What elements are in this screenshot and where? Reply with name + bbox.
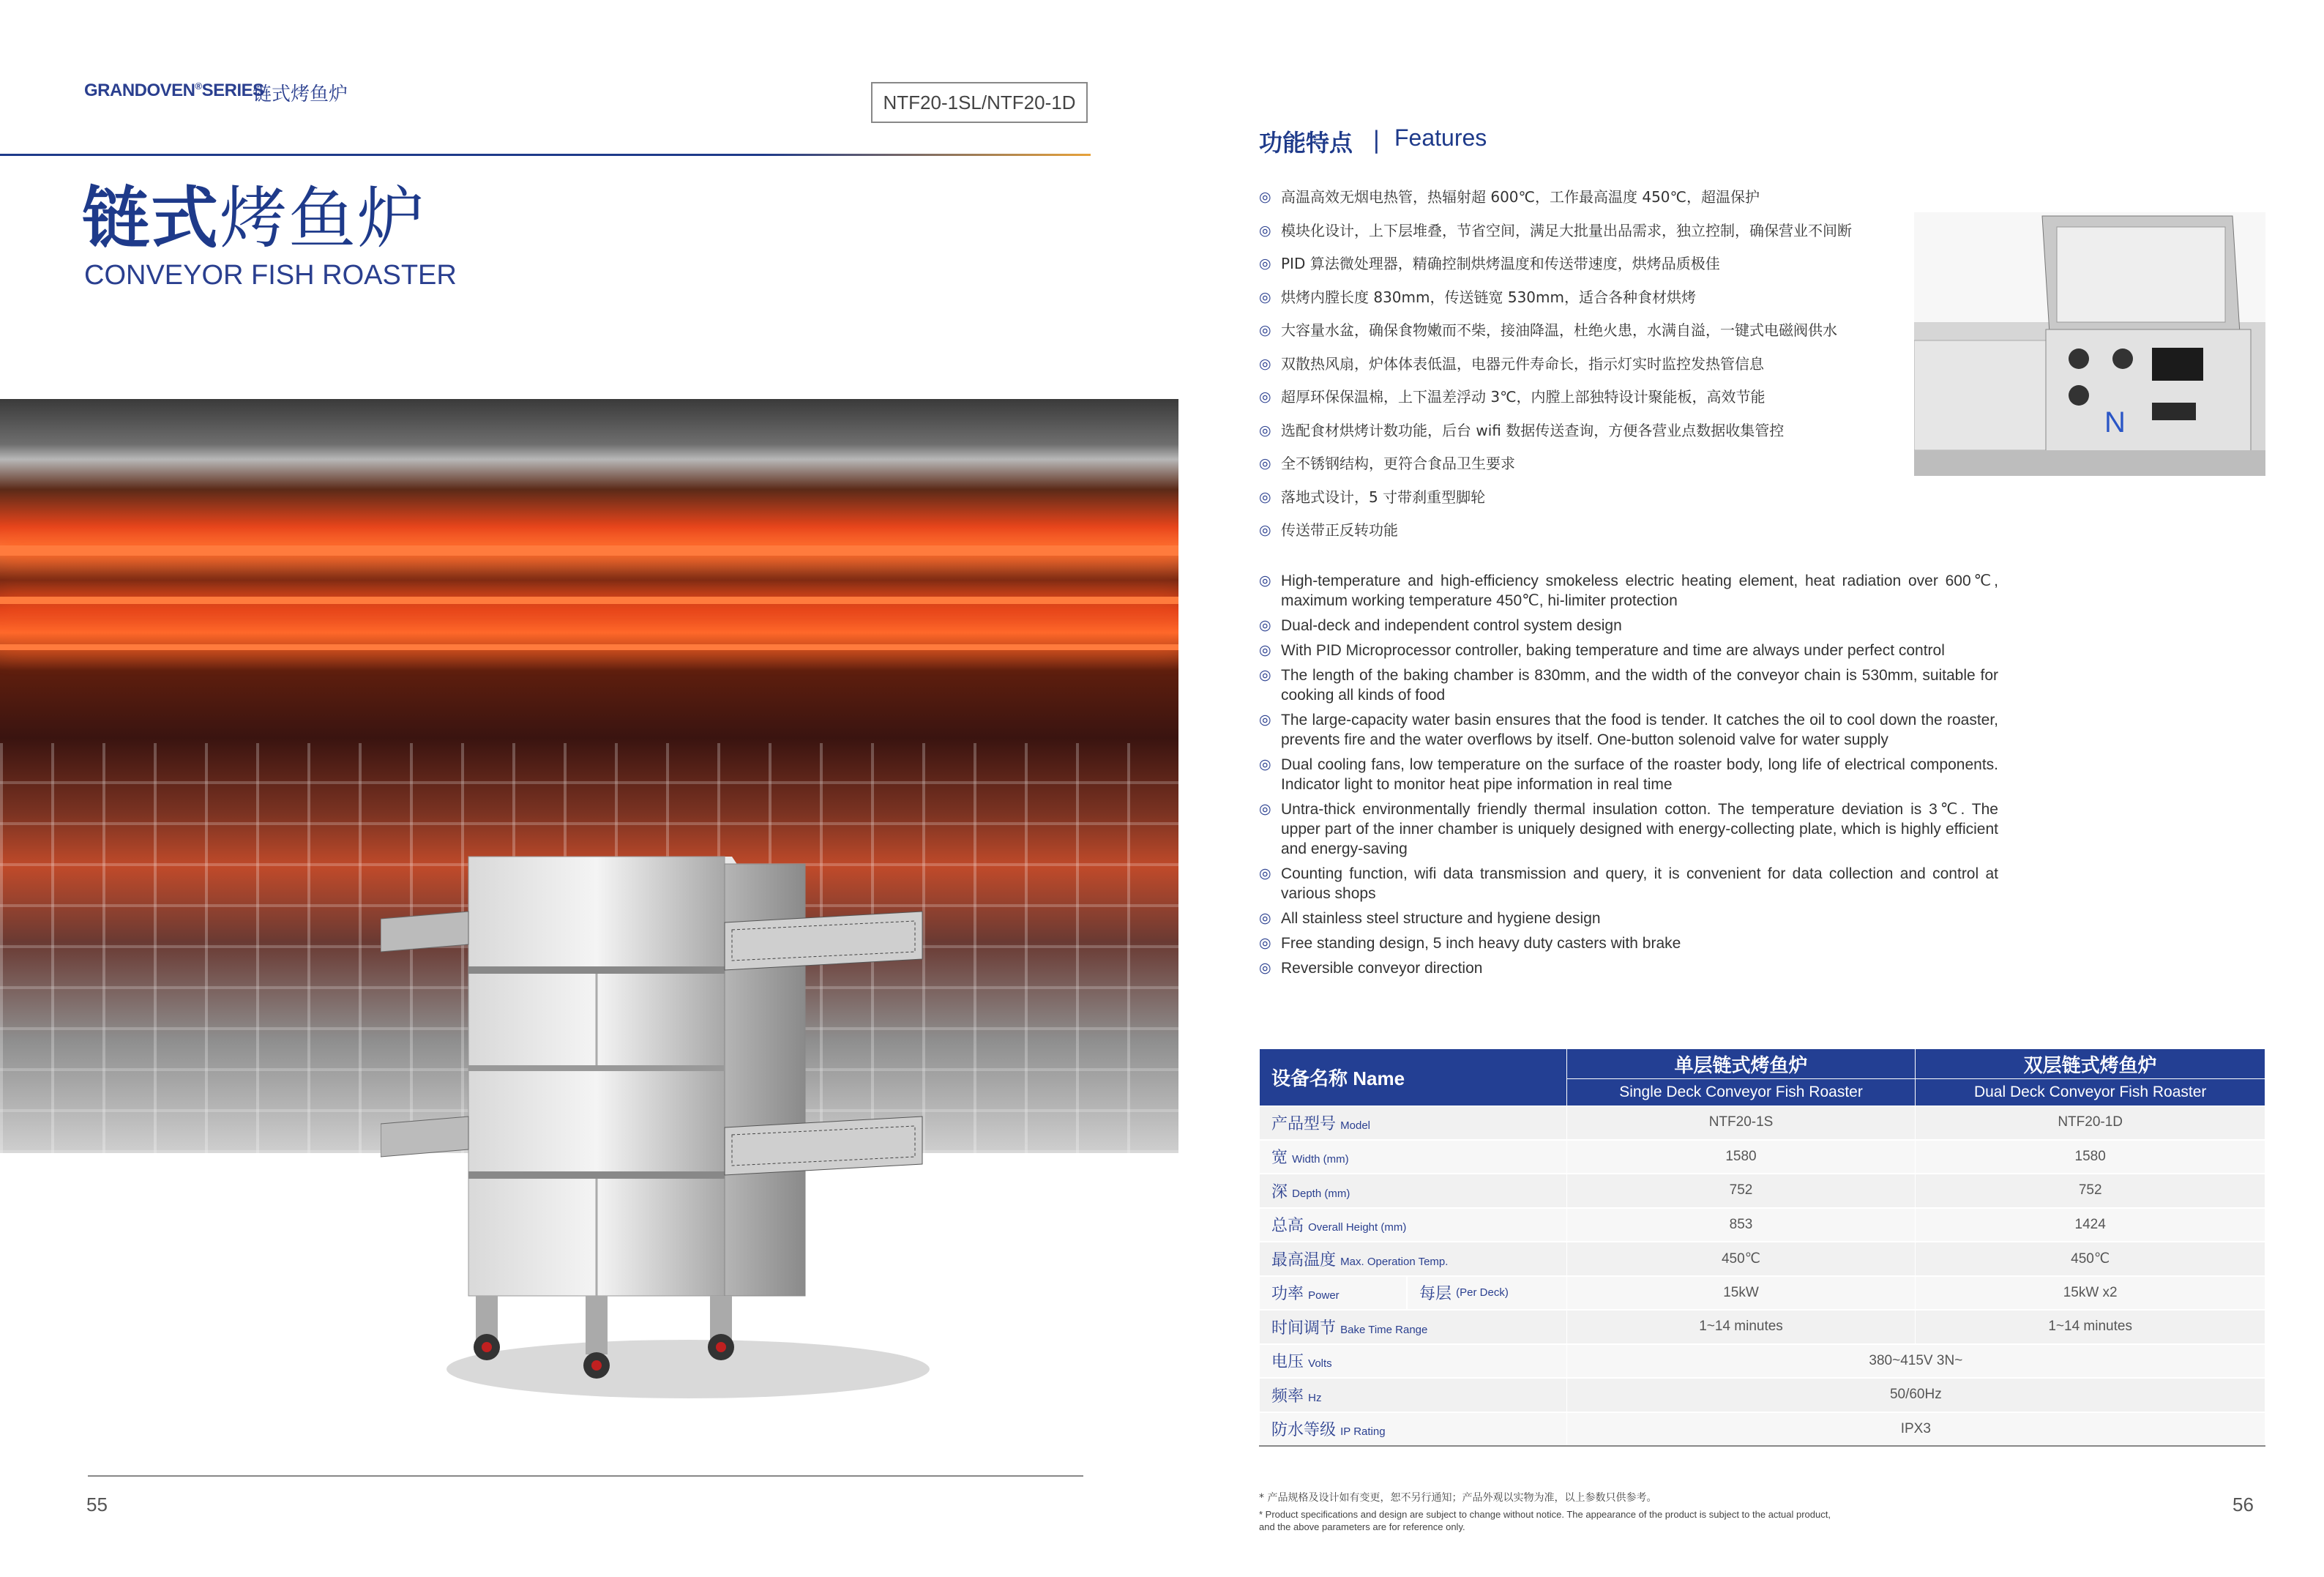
feature-en-text: All stainless steel structure and hygiene design [1281,910,1601,927]
footnote-en: * Product specifications and design are subject to change without notice. The appearance of the product is subject to the actual product, and the above parameters are for reference only. [1259,1509,1831,1532]
bullet-icon: ◎ [1259,288,1271,305]
footer-divider-left [88,1475,1083,1477]
row-value-dual: 1580 [1916,1140,2265,1174]
feature-en-text: Untra-thick environmentally friendly thermal insulation cotton. The temperature deviation is 3℃. The upper part of the inner chamber is uniquely designed with energy-collecting plate, which is highly efficient and energy-saving [1281,801,1998,857]
features-title-en: Features [1394,124,1487,151]
feature-en-text: High-temperature and high-efficiency smokeless electric heating element, heat radiation over 600℃, maximum working temperature 450℃, hi-limiter protection [1281,573,1998,609]
row-label: 深 Depth (mm) [1260,1174,1567,1208]
table-row [1260,1378,2265,1412]
row-label: 电压 Volts [1260,1344,1567,1379]
feature-cn-text: 模块化设计，上下层堆叠，节省空间，满足大批量出品需求，独立控制，确保营业不间断 [1281,221,1852,239]
feature-en-text: Dual cooling fans, low temperature on the surface of the roaster body, long life of electrical components. Indicator light to monitor heat pipe information in real time [1281,756,1998,793]
row-value-single: 1~14 minutes [1566,1310,1916,1344]
row-value-dual: 1~14 minutes [1916,1310,2265,1344]
table-row [1260,1344,2265,1379]
feature-en-item [1259,666,1998,705]
spec-table [1259,1048,2265,1447]
row-label: 宽 Width (mm) [1260,1140,1567,1174]
table-row [1260,1276,2265,1311]
row-label: 时间调节 Bake Time Range [1260,1310,1567,1344]
control-panel-image [1914,212,2265,476]
feature-en-text: The length of the baking chamber is 830mm, and the width of the conveyor chain is 530mm, suitable for cooking all kinds of food [1281,667,1998,704]
feature-en-item [1259,710,1998,750]
spec-header-dual-en: Dual Deck Conveyor Fish Roaster [1916,1079,2265,1106]
feature-en-text: With PID Microprocessor controller, baking temperature and time are always under perfect control [1281,642,1945,659]
feature-en-item [1259,933,1998,953]
row-value-merged: 50/60Hz [1566,1378,2265,1412]
feature-cn-item [1259,181,2035,215]
model-number-box: NTF20-1SL/NTF20-1D [871,82,1088,123]
row-value-dual: 752 [1916,1174,2265,1208]
title-cn-part-a: 链式 [82,179,220,258]
features-list-en [1259,571,1998,983]
brand-series: SERIES [201,81,264,100]
features-title-separator: | [1372,126,1380,154]
table-row [1260,1208,2265,1242]
row-label: 最高温度 Max. Operation Temp. [1260,1242,1567,1276]
bullet-icon: ◎ [1259,712,1271,728]
bullet-icon: ◎ [1259,189,1271,205]
bullet-icon: ◎ [1259,488,1271,505]
feature-en-item [1259,864,1998,903]
bullet-icon: ◎ [1259,522,1271,538]
brand-logo [84,81,264,101]
bullet-icon: ◎ [1259,422,1271,439]
feature-en-item [1259,571,1998,611]
feature-cn-text: 传送带正反转功能 [1281,521,1398,539]
header-divider [0,154,1091,156]
table-row [1260,1412,2265,1447]
row-value-single: 15kW [1566,1276,1916,1311]
feature-cn-text: PID 算法微处理器，精确控制烘烤温度和传送带速度，烘烤品质极佳 [1281,255,1720,272]
table-row [1260,1140,2265,1174]
feature-cn-text: 选配食材烘烤计数功能，后台 wifi 数据传送查询，方便各营业点数据收集管控 [1281,421,1785,439]
bullet-icon: ◎ [1259,936,1271,951]
feature-cn-text: 落地式设计，5 寸带刹重型脚轮 [1281,488,1486,506]
row-value-merged: 380~415V 3N~ [1566,1344,2265,1379]
footnote-cn: * 产品规格及设计如有变更，恕不另行通知；产品外观以实物为准，以上参数只供参考。 [1259,1492,1657,1504]
feature-en-item [1259,755,1998,794]
bullet-icon: ◎ [1259,618,1271,633]
page-title-en: CONVEYOR FISH ROASTER [84,260,457,291]
svg-text:N: N [2104,406,2126,439]
table-row [1260,1242,2265,1276]
table-row [1260,1106,2265,1140]
bullet-icon: ◎ [1259,455,1271,471]
table-row [1260,1310,2265,1344]
feature-cn-text: 全不锈钢结构，更符合食品卫生要求 [1281,455,1515,472]
feature-cn-item [1259,514,2035,548]
row-value-dual: 450℃ [1916,1242,2265,1276]
conveyor-roaster-product-image [381,842,937,1398]
bullet-icon: ◎ [1259,322,1271,338]
row-value-single: 853 [1566,1208,1916,1242]
brand-registered-mark: ® [195,81,202,92]
feature-en-text: Counting function, wifi data transmission and query, it is convenient for data collection and control at various shops [1281,865,1998,902]
bullet-icon: ◎ [1259,355,1271,372]
row-value-dual: 1424 [1916,1208,2265,1242]
row-sublabel: 每层 (Per Deck) [1406,1277,1509,1310]
feature-cn-text: 双散热风扇，炉体体表低温，电器元件寿命长，指示灯实时监控发热管信息 [1281,354,1764,373]
row-label: 防水等级 IP Rating [1260,1412,1567,1447]
bullet-icon: ◎ [1259,643,1271,658]
feature-en-text: The large-capacity water basin ensures that the food is tender. It catches the oil to cool down the roaster, prevents fire and the water overflows by itself. One-button solenoid valve for water supply [1281,712,1998,748]
row-value-single: 1580 [1566,1140,1916,1174]
row-label: 功率 Power 每层 (Per Deck) [1260,1276,1567,1311]
feature-cn-text: 超厚环保保温棉，上下温差浮动 3℃，内膛上部独特设计聚能板，高效节能 [1281,388,1766,406]
feature-en-text: Free standing design, 5 inch heavy duty casters with brake [1281,935,1681,952]
feature-en-item [1259,641,1998,660]
feature-cn-item [1259,481,2035,515]
bullet-icon: ◎ [1259,389,1271,405]
bullet-icon: ◎ [1259,222,1271,239]
row-value-dual: NTF20-1D [1916,1106,2265,1140]
feature-cn-text: 高温高效无烟电热管，热辐射超 600℃，工作最高温度 450℃，超温保护 [1281,188,1760,206]
feature-en-text: Reversible conveyor direction [1281,960,1483,977]
row-label: 频率 Hz [1260,1378,1567,1412]
feature-cn-text: 大容量水盆，确保食物嫩而不柴，接油降温，杜绝火患，水满自溢，一键式电磁阀供水 [1281,321,1837,339]
feature-en-item [1259,799,1998,859]
row-value-single: NTF20-1S [1566,1106,1916,1140]
bullet-icon: ◎ [1259,802,1271,817]
title-cn-part-b: 烤鱼炉 [220,179,427,258]
row-value-single: 752 [1566,1174,1916,1208]
bullet-icon: ◎ [1259,866,1271,881]
bullet-icon: ◎ [1259,573,1271,589]
spec-header-single-cn: 单层链式烤鱼炉 [1566,1049,1916,1079]
row-label: 总高 Overall Height (mm) [1260,1208,1567,1242]
bullet-icon: ◎ [1259,911,1271,926]
spec-header-single-en: Single Deck Conveyor Fish Roaster [1566,1079,1916,1106]
feature-en-text: Dual-deck and independent control system design [1281,617,1622,634]
spec-header-dual-cn: 双层链式烤鱼炉 [1916,1049,2265,1079]
features-title-cn: 功能特点 [1259,129,1353,157]
row-label: 产品型号 Model [1260,1106,1567,1140]
row-value-dual: 15kW x2 [1916,1276,2265,1311]
feature-en-item [1259,616,1998,635]
bullet-icon: ◎ [1259,961,1271,976]
page-number-left: 55 [86,1494,108,1516]
feature-en-item [1259,909,1998,928]
row-value-single: 450℃ [1566,1242,1916,1276]
feature-en-item [1259,958,1998,978]
brand-name: GRANDOVEN [84,81,195,100]
row-value-merged: IPX3 [1566,1412,2265,1447]
bullet-icon: ◎ [1259,757,1271,772]
bullet-icon: ◎ [1259,256,1271,272]
feature-cn-text: 烘烤内膛长度 830mm，传送链宽 530mm，适合各种食材烘烤 [1281,288,1696,306]
page-number-right: 56 [2233,1494,2254,1516]
page-title-cn [82,165,426,261]
table-row [1260,1174,2265,1208]
brand-subtitle: 链式烤鱼炉 [253,83,348,105]
bullet-icon: ◎ [1259,668,1271,683]
spec-header-name: 设备名称 Name [1260,1049,1567,1106]
